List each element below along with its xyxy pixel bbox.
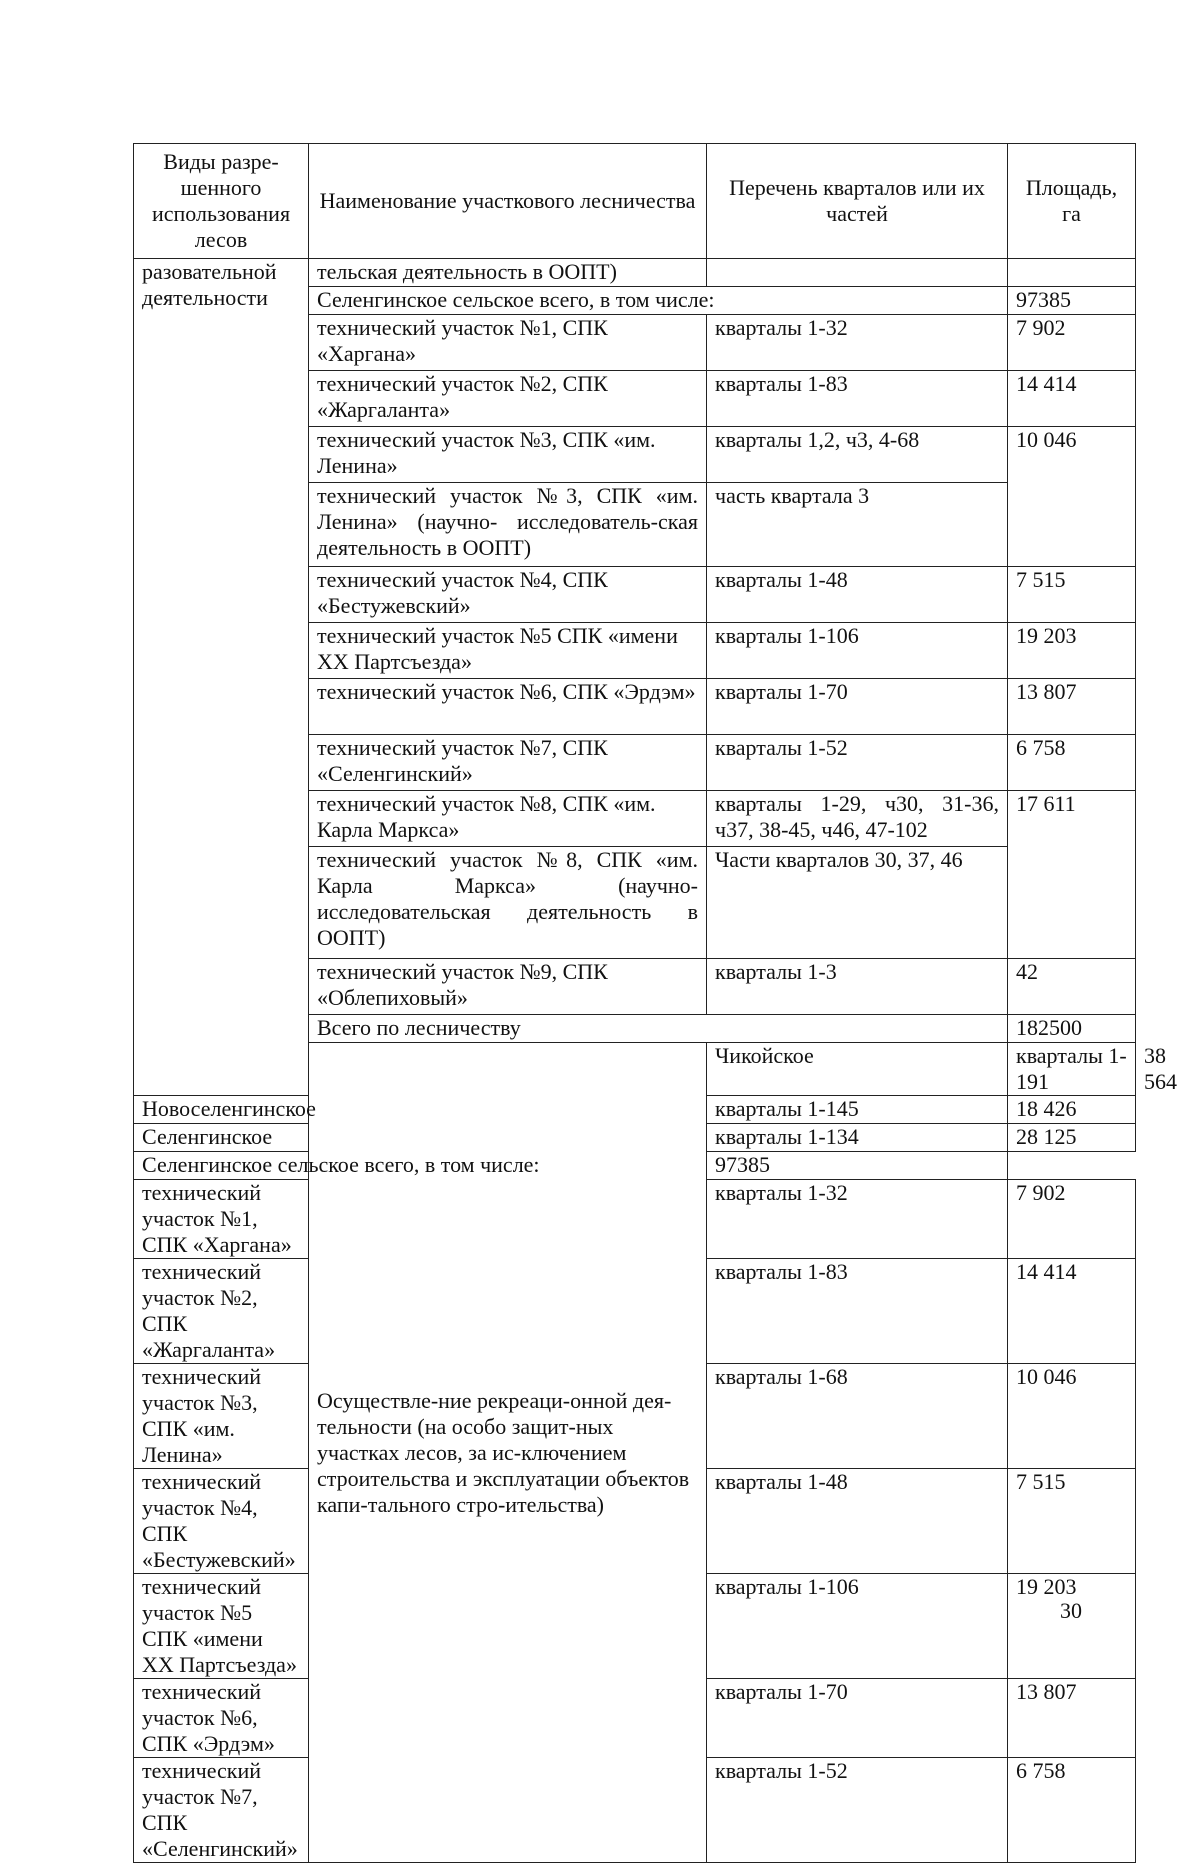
area-cell: 19 203 — [1008, 623, 1136, 679]
quarters-cell: кварталы 1-32 — [707, 315, 1008, 371]
quarters-cell: кварталы 1-3 — [707, 959, 1008, 1015]
quarters-cell: кварталы 1-83 — [707, 1259, 1008, 1364]
quarters-cell: кварталы 1-145 — [707, 1096, 1008, 1124]
table-row: Осуществле-ние рекреаци-онной дея-тельности (на особо защит-ных участках лесов, за ис-ключением строительства и эксплуатации объектов капи-тального стро-ительства) Чикойское кварталы 1-191 38 564 — [134, 1043, 1136, 1096]
forestry-name-cell: технический участок №8, СПК «им. Карла Маркса» — [309, 791, 707, 847]
area-cell: 7 515 — [1008, 1469, 1136, 1574]
quarters-cell: кварталы 1-52 — [707, 1758, 1008, 1863]
subtotal-area: 97385 — [707, 1152, 1008, 1180]
quarters-cell: кварталы 1-68 — [707, 1364, 1008, 1469]
forestry-name-cell: технический участок №7, СПК «Селенгинский» — [134, 1758, 309, 1863]
quarters-cell: часть квартала 3 — [707, 483, 1008, 567]
quarters-cell: кварталы 1-83 — [707, 371, 1008, 427]
forestry-name-cell: технический участок №4, СПК «Бестужевский» — [134, 1469, 309, 1574]
header-forestry-name: Наименование участкового лесничества — [309, 144, 707, 259]
area-cell — [1008, 259, 1136, 287]
area-cell: 42 — [1008, 959, 1136, 1015]
quarters-cell: кварталы 1-48 — [707, 1469, 1008, 1574]
quarters-cell: кварталы 1-48 — [707, 567, 1008, 623]
quarters-cell: Части кварталов 30, 37, 46 — [707, 847, 1008, 959]
forestry-name-cell: технический участок №5 СПК «имени XX Партсъезда» — [309, 623, 707, 679]
area-cell: 7 902 — [1008, 1180, 1136, 1259]
area-cell: 19 203 — [1008, 1574, 1136, 1679]
header-quarters-list: Перечень кварталов или их частей — [707, 144, 1008, 259]
forestry-name-cell: Чикойское — [707, 1043, 1008, 1096]
forestry-name-cell: технический участок №6, СПК «Эрдэм» — [134, 1679, 309, 1758]
table-row-subtotal — [134, 1152, 1136, 1180]
forestry-name-cell: технический участок №3, СПК «им. Ленина» — [309, 427, 707, 483]
page-number: 30 — [1060, 1598, 1082, 1623]
forestry-name-cell: технический участок №7, СПК «Селенгинский» — [309, 735, 707, 791]
area-cell: 28 125 — [1008, 1124, 1136, 1152]
grand-total-name: Всего по лесничеству — [309, 1015, 1008, 1043]
forestry-name-cell: технический участок №3, СПК «им. Ленина» — [134, 1364, 309, 1469]
quarters-cell: кварталы 1-52 — [707, 735, 1008, 791]
forestry-name-cell: тельская деятельность в ООПТ) — [309, 259, 707, 287]
quarters-cell: кварталы 1-191 — [1008, 1043, 1136, 1096]
forestry-name-cell: Новоселенгинское — [134, 1096, 309, 1124]
forest-use-table — [133, 143, 1177, 1863]
area-cell: 6 758 — [1008, 1758, 1136, 1863]
forestry-name-cell: технический участок №2, СПК «Жаргаланта» — [134, 1259, 309, 1364]
area-cell: 7 902 — [1008, 315, 1136, 371]
quarters-cell: кварталы 1-29, ч30, 31-36, ч37, 38-45, ч46, 47-102 — [707, 791, 1008, 847]
grand-total-area: 182500 — [1008, 1015, 1136, 1043]
forestry-name-cell: технический участок №1, СПК «Харгана» — [134, 1180, 309, 1259]
forestry-name-cell: технический участок №3, СПК «им. Ленина» (научно- исследователь-ская деятельность в ООПТ) — [309, 483, 707, 567]
forestry-name-cell: Селенгинское — [134, 1124, 309, 1152]
use-type-education: разовательной деятельности — [134, 259, 309, 1096]
forestry-name-cell: технический участок №5 СПК «имени XX Партсъезда» — [134, 1574, 309, 1679]
quarters-cell: кварталы 1-32 — [707, 1180, 1008, 1259]
use-type-recreation: Осуществле-ние рекреаци-онной дея-тельности (на особо защит-ных участках лесов, за ис-ключением строительства и эксплуатации объектов капи-тального стро-ительства) — [309, 1043, 707, 1863]
quarters-cell: кварталы 1-106 — [707, 623, 1008, 679]
quarters-cell — [707, 259, 1008, 287]
quarters-cell: кварталы 1-106 — [707, 1574, 1008, 1679]
area-cell: 13 807 — [1008, 679, 1136, 735]
forestry-name-cell: технический участок №9, СПК «Облепиховый» — [309, 959, 707, 1015]
subtotal-name: Селенгинское сельское всего, в том числе: — [134, 1152, 707, 1180]
forestry-name-cell: технический участок №4, СПК «Бестужевский» — [309, 567, 707, 623]
forestry-name-cell: технический участок №6, СПК «Эрдэм» — [309, 679, 707, 735]
forestry-name-cell: технический участок №2, СПК «Жаргаланта» — [309, 371, 707, 427]
forestry-name-cell: технический участок №1, СПК «Харгана» — [309, 315, 707, 371]
quarters-cell: кварталы 1-70 — [707, 679, 1008, 735]
header-area: Площадь, га — [1008, 144, 1136, 259]
area-cell: 6 758 — [1008, 735, 1136, 791]
quarters-cell: кварталы 1,2, ч3, 4-68 — [707, 427, 1008, 483]
forestry-name-cell: технический участок №8, СПК «им. Карла Маркса» (научно-исследовательская деятельность в ООПТ) — [309, 847, 707, 959]
area-cell: 14 414 — [1008, 371, 1136, 427]
subtotal-area: 97385 — [1008, 287, 1136, 315]
area-cell: 18 426 — [1008, 1096, 1136, 1124]
area-cell: 10 046 — [1008, 427, 1136, 567]
subtotal-name: Селенгинское сельское всего, в том числе: — [309, 287, 1008, 315]
area-cell: 10 046 — [1008, 1364, 1136, 1469]
table-header-row — [134, 144, 1136, 259]
quarters-cell: кварталы 1-70 — [707, 1679, 1008, 1758]
quarters-cell: кварталы 1-134 — [707, 1124, 1008, 1152]
table-row — [134, 259, 1136, 287]
header-use-type: Виды разре-шенного использования лесов — [134, 144, 309, 259]
area-cell: 14 414 — [1008, 1259, 1136, 1364]
area-cell: 7 515 — [1008, 567, 1136, 623]
area-cell: 13 807 — [1008, 1679, 1136, 1758]
area-cell: 17 611 — [1008, 791, 1136, 959]
